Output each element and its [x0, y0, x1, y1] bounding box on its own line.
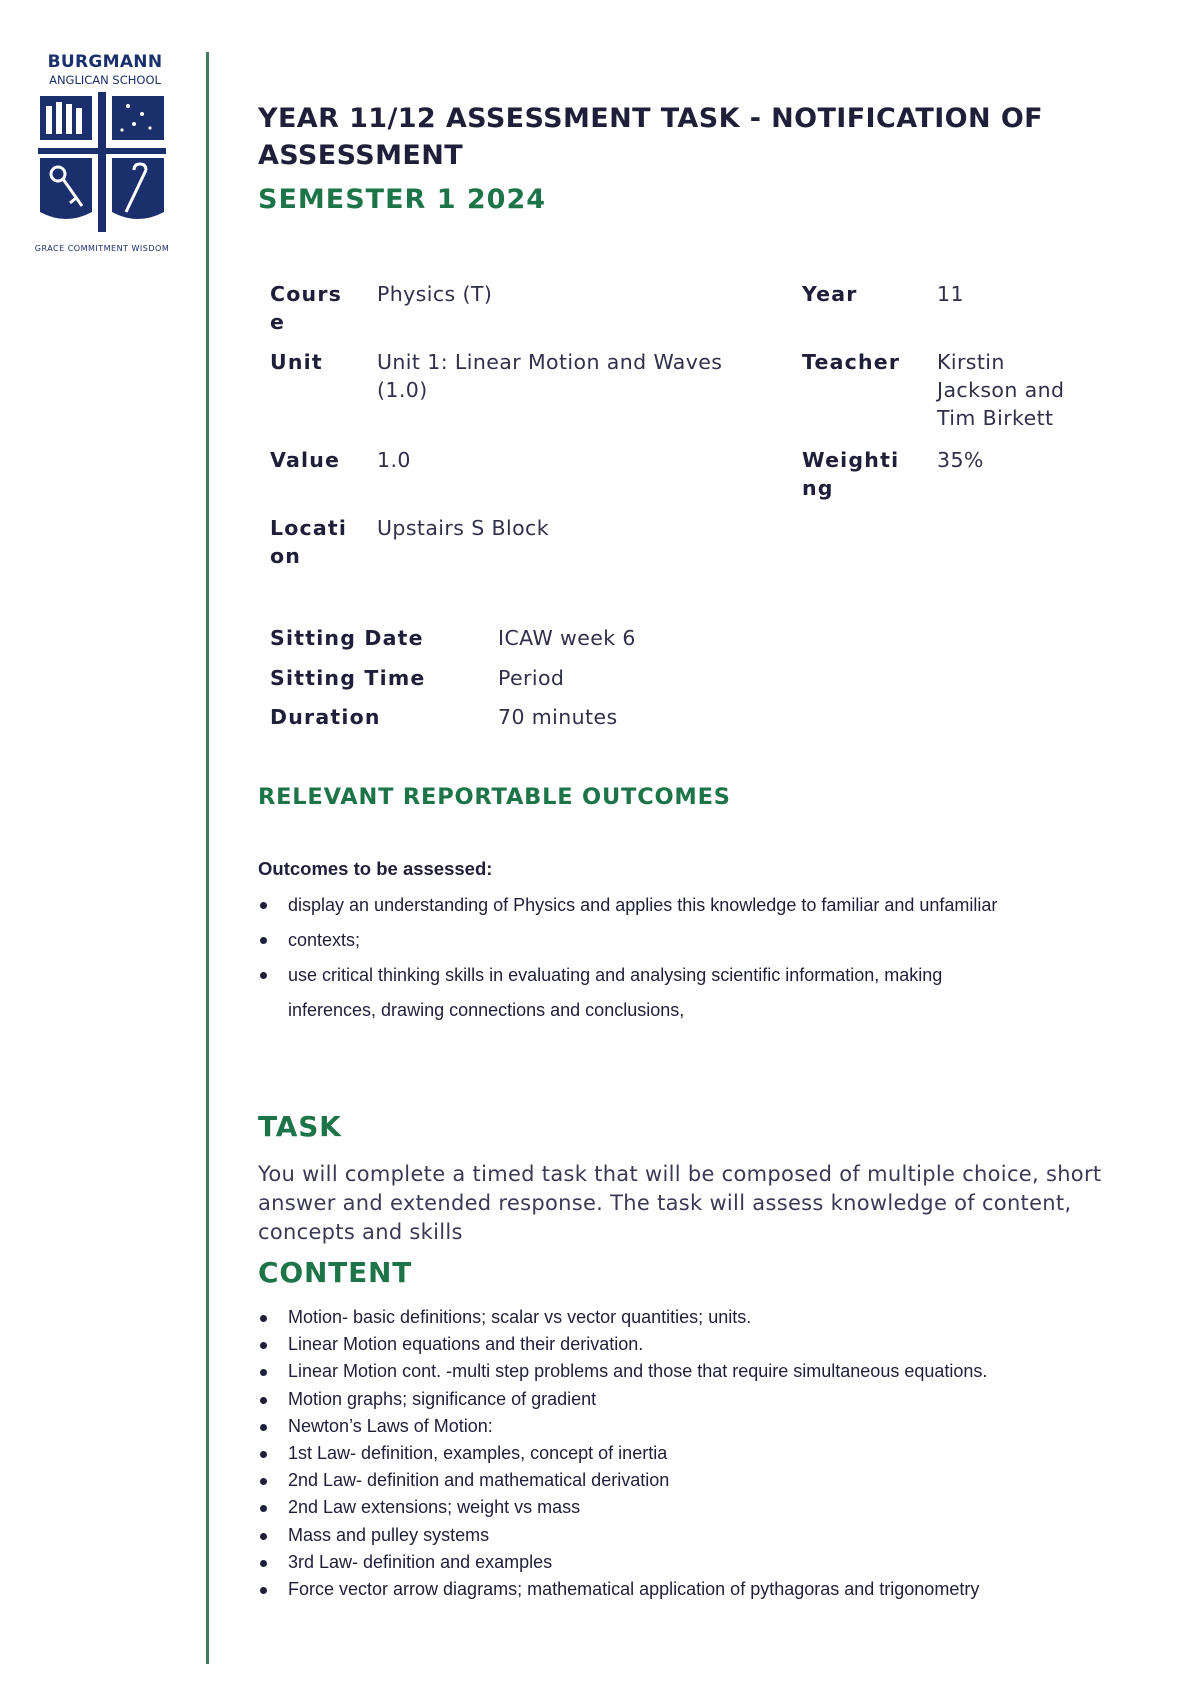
- school-logo: [34, 52, 170, 262]
- sitting-time-label: Sitting Time: [270, 666, 426, 690]
- school-crest-icon: [34, 92, 170, 252]
- content-item: 2nd Law- definition and mathematical derivation: [258, 1467, 1158, 1494]
- content-item: 3rd Law- definition and examples: [258, 1549, 1158, 1576]
- content-item: 1st Law- definition, examples, concept of inertia: [258, 1440, 1158, 1467]
- teacher-value: Kirstin Jackson and Tim Birkett: [937, 350, 1065, 430]
- content-item: Motion graphs; significance of gradient: [258, 1386, 1158, 1413]
- location-value: Upstairs S Block: [377, 516, 549, 540]
- outcomes-list: [258, 888, 1158, 1028]
- school-motto: GRACE COMMITMENT WISDOM: [34, 244, 170, 253]
- unit-value: Unit 1: Linear Motion and Waves (1.0): [377, 350, 723, 402]
- sitting-date-label: Sitting Date: [270, 626, 424, 650]
- weighting-label: Weighti ng: [802, 448, 900, 500]
- page-title: YEAR 11/12 ASSESSMENT TASK - NOTIFICATION OF ASSESSMENT: [258, 103, 1044, 171]
- outcome-item: display an understanding of Physics and applies this knowledge to familiar and unfamiliar: [258, 888, 1158, 923]
- content-item: 2nd Law extensions; weight vs mass: [258, 1494, 1158, 1521]
- outcome-item: use critical thinking skills in evaluating and analysing scientific information, making: [258, 958, 1158, 993]
- outcomes-label: Outcomes to be assessed:: [258, 858, 493, 879]
- content-item: Motion- basic definitions; scalar vs vector quantities; units.: [258, 1304, 1158, 1331]
- value-value: 1.0: [377, 448, 411, 472]
- location-label: Locati on: [270, 516, 348, 568]
- school-name: BURGMANN: [47, 52, 163, 72]
- year-label: Year: [802, 282, 858, 306]
- year-value: 11: [937, 282, 964, 306]
- school-subtitle: ANGLICAN SCHOOL: [49, 73, 161, 87]
- duration-value: 70 minutes: [498, 705, 618, 729]
- content-item: Force vector arrow diagrams; mathematical application of pythagoras and trigonometry: [258, 1576, 1158, 1603]
- content-item: Mass and pulley systems: [258, 1522, 1158, 1549]
- unit-label: Unit: [270, 350, 323, 374]
- outcome-item: contexts;: [258, 923, 1158, 958]
- content-item: Linear Motion cont. -multi step problems and those that require simultaneous equations.: [258, 1358, 1158, 1385]
- content-item: Newton’s Laws of Motion:: [258, 1413, 1158, 1440]
- sitting-time-value: Period: [498, 666, 565, 690]
- left-margin-rule: [206, 52, 209, 1664]
- content-list: [258, 1304, 1158, 1603]
- outcomes-heading: RELEVANT REPORTABLE OUTCOMES: [258, 784, 731, 810]
- course-value: Physics (T): [377, 282, 493, 306]
- teacher-label: Teacher: [802, 350, 901, 374]
- semester-heading: SEMESTER 1 2024: [258, 184, 547, 215]
- outcome-item: inferences, drawing connections and conclusions,: [288, 1000, 685, 1020]
- task-heading: TASK: [258, 1110, 342, 1143]
- content-heading: CONTENT: [258, 1256, 413, 1289]
- task-description: You will complete a timed task that will be composed of multiple choice, short answer and extended response. The task will assess knowledge of content, concepts and skills: [258, 1162, 1102, 1244]
- weighting-value: 35%: [937, 448, 984, 472]
- value-label: Value: [270, 448, 341, 472]
- duration-label: Duration: [270, 705, 381, 729]
- sitting-date-value: ICAW week 6: [498, 626, 636, 650]
- course-label: Cours e: [270, 282, 343, 334]
- content-item: Linear Motion equations and their derivation.: [258, 1331, 1158, 1358]
